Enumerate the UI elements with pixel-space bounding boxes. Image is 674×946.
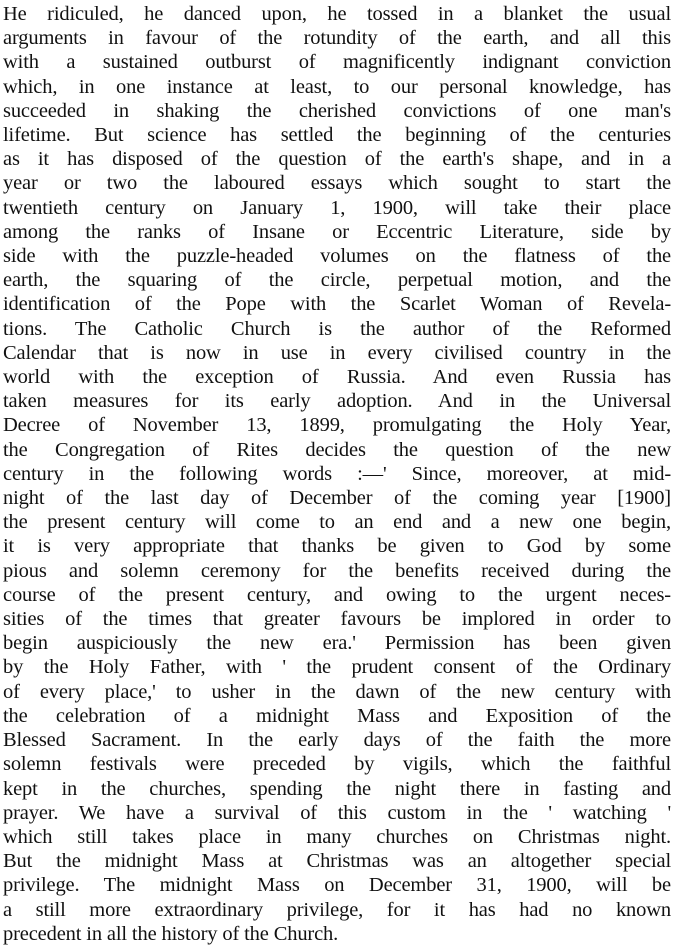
text-line: the present century will come to an end and a new one begin, — [3, 511, 671, 534]
text-line: year or two the laboured essays which sought to start the — [3, 172, 671, 195]
text-line: arguments in favour of the rotundity of the earth, and all this — [3, 27, 671, 50]
text-line: privilege. The midnight Mass on December 31, 1900, will be — [3, 874, 671, 897]
text-line: which still takes place in many churches on Christmas night. — [3, 825, 671, 848]
text-line: a still more extraordinary privilege, for it has had no known — [3, 898, 671, 921]
text-line: course of the present century, and owing to the urgent neces- — [3, 583, 671, 606]
text-line: He ridiculed, he danced upon, he tossed in a blanket the usual — [3, 3, 671, 25]
text-line: earth, the squaring of the circle, perpetual motion, and the — [3, 269, 671, 292]
text-line: tions. The Catholic Church is the author of the Reformed — [3, 317, 671, 340]
text-line: which, in one instance at least, to our personal knowledge, has — [3, 75, 671, 98]
text-line: Calendar that is now in use in every civilised country in the — [3, 341, 671, 364]
text-line: with a sustained outburst of magnificently indignant conviction — [3, 51, 671, 74]
text-line: succeeded in shaking the cherished convictions of one man's — [3, 99, 671, 122]
text-line: Blessed Sacrament. In the early days of the faith the more — [3, 729, 671, 752]
text-line: of every place,' to usher in the dawn of the new century with — [3, 680, 671, 703]
text-line: century in the following words :—' Since, moreover, at mid- — [3, 462, 671, 485]
text-line: kept in the churches, spending the night there in fasting and — [3, 777, 671, 800]
text-line: side with the puzzle-headed volumes on the flatness of the — [3, 245, 671, 268]
text-line: But the midnight Mass at Christmas was an altogether special — [3, 850, 671, 873]
text-line: twentieth century on January 1, 1900, will take their place — [3, 196, 671, 219]
text-line: sities of the times that greater favours be implored in order to — [3, 608, 671, 631]
text-line: Decree of November 13, 1899, promulgating the Holy Year, — [3, 414, 671, 437]
body-paragraph — [3, 2, 671, 946]
text-line: taken measures for its early adoption. And in the Universal — [3, 390, 671, 413]
text-line: lifetime. But science has settled the beginning of the centuries — [3, 124, 671, 147]
text-line: night of the last day of December of the coming year [1900] — [3, 487, 671, 510]
text-line: identification of the Pope with the Scarlet Woman of Revela- — [3, 293, 671, 316]
text-line: among the ranks of Insane or Eccentric Literature, side by — [3, 220, 671, 243]
text-line: the Congregation of Rites decides the question of the new — [3, 438, 671, 461]
text-line: pious and solemn ceremony for the benefits received during the — [3, 559, 671, 582]
text-line: the celebration of a midnight Mass and Exposition of the — [3, 704, 671, 727]
text-line: precedent in all the history of the Church. — [3, 922, 339, 945]
text-line: begin auspiciously the new era.' Permission has been given — [3, 632, 671, 655]
text-line: prayer. We have a survival of this custom in the ' watching ' — [3, 801, 671, 824]
text-line: as it has disposed of the question of the earth's shape, and in a — [3, 148, 671, 171]
text-line: world with the exception of Russia. And even Russia has — [3, 366, 671, 389]
text-line: by the Holy Father, with ' the prudent consent of the Ordinary — [3, 656, 671, 679]
text-line: solemn festivals were preceded by vigils, which the faithful — [3, 753, 671, 776]
text-line: it is very appropriate that thanks be given to God by some — [3, 535, 671, 558]
